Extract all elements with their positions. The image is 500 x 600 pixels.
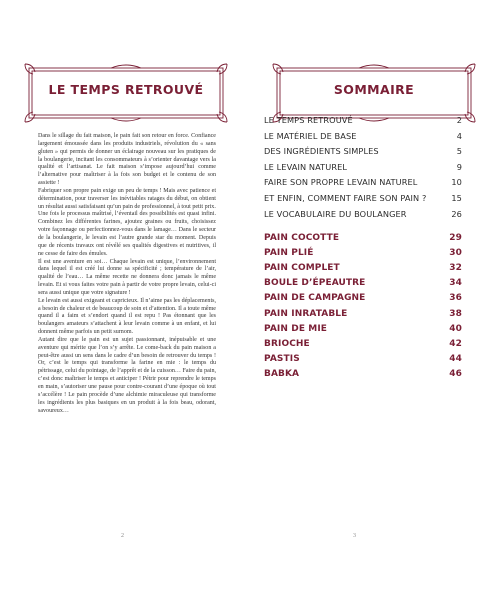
toc-entry-label: BOULE D’ÉPEAUTRE bbox=[264, 278, 366, 289]
toc-entry bbox=[264, 233, 462, 247]
toc-entry bbox=[264, 162, 462, 176]
toc-entry bbox=[264, 293, 462, 307]
toc-entry-label: BABKA bbox=[264, 368, 300, 379]
toc-entry bbox=[264, 324, 462, 338]
toc-entry-page: 26 bbox=[451, 208, 462, 219]
toc-entry-label: LE VOCABULAIRE DU BOULANGER bbox=[264, 208, 407, 219]
toc-entry-page: 32 bbox=[449, 263, 462, 274]
paragraph: Autant dire que le pain est un sujet passionnant, inépuisable et une aventure qui mérite que l’on s’y arrête. Le come-back du pain maison a peut-être aussi un sens dans le cadre d’un besoin de retrouver du temps ! Or, c’est le temps qui transforme la farine en mie : le temps du pétrissage, celui du pointage, de l’apprêt et de la cuisson… Faire du pain, c’est donc maîtriser le temps et anticiper ! Pétrir pour reprendre le temps en main, s’autoriser une pause pour contre-courant d’une époque où tout s’accélère ! Le pain procède d’une alchimie miraculeuse qui transforme les ingrédients les plus basiques en un produit à la fois beau, odorant, savoureux… bbox=[38, 336, 216, 414]
toc-entry-label: LE MATÉRIEL DE BASE bbox=[264, 130, 357, 141]
toc-entry bbox=[264, 146, 462, 160]
toc-entry bbox=[264, 248, 462, 262]
paragraph: Une fois le processus maîtrisé, l’éventail des possibilités est quasi infini. Combinez les différentes farines, ajoutez graines ou fruits, choisissez votre façonnage ou perfectionnez-vous dans le lamage… Dans le secteur de la boulangerie, le levain est l’autre grande star du moment. Depuis que de récents travaux ont révélé ses qualités digestives et nutritives, il ne cesse de faire des émules. bbox=[38, 211, 216, 257]
right-page bbox=[250, 0, 500, 600]
toc-entry-label: ET ENFIN, COMMENT FAIRE SON PAIN ? bbox=[264, 193, 427, 203]
toc-entry bbox=[264, 193, 462, 207]
toc-entry bbox=[264, 339, 462, 353]
intro-text bbox=[38, 133, 216, 415]
toc-entry-page: 42 bbox=[449, 338, 462, 349]
toc-entry bbox=[264, 369, 462, 383]
paragraph: Il est une aventure en soi… Chaque levain est unique, l’environnement dans lequel il est créé lui donne sa spécificité ; température de l’air, qualité de l’eau… La même recette ne donnera donc jamais le même levain. Et si vous faites votre pain à partir de votre propre levain, celui-ci sera aussi unique que votre signature ! bbox=[38, 258, 216, 296]
toc-entry-page: 38 bbox=[449, 308, 462, 319]
page-title: LE TEMPS RETROUVÉ bbox=[48, 82, 204, 97]
toc-entry bbox=[264, 177, 462, 191]
toc-entry-label: DES INGRÉDIENTS SIMPLES bbox=[264, 146, 379, 157]
toc-entry-page: 30 bbox=[449, 248, 462, 259]
page-title: SOMMAIRE bbox=[333, 82, 415, 97]
paragraph: Le levain est aussi exigeant et capricieux. Il n’aime pas les déplacements, a besoin de chaleur et de beaucoup de soin et d’attention. Il a toute même quand il a faim et s’endort quand il est repu ! Pas étonnant que les boulangers amateurs s’attachent à leur levain comme à un enfant, et lui donnent même parfois un petit surnom. bbox=[38, 297, 216, 336]
toc-entry-page: 10 bbox=[451, 177, 462, 188]
toc-entry bbox=[264, 115, 462, 129]
toc-entry-page: 40 bbox=[449, 323, 462, 334]
toc-entry-page: 36 bbox=[449, 293, 462, 304]
toc-entry-label: LE LEVAIN NATUREL bbox=[264, 161, 348, 172]
toc-entry-label: PAIN PLIÉ bbox=[264, 248, 314, 259]
toc-entry bbox=[264, 209, 462, 223]
toc-entry-label: PAIN DE CAMPAGNE bbox=[264, 293, 366, 304]
toc-entry-label: BRIOCHE bbox=[264, 338, 310, 349]
paragraph: Fabriquer son propre pain exige un peu de temps ! Mais avec patience et détermination, pour traverser les inévitables ratages du début, on obtient un résultat aussi satisfaisant qu’un pain de professionnel, à tout petit prix. bbox=[38, 187, 216, 210]
toc-entry-page: 9 bbox=[456, 161, 462, 172]
toc-entry bbox=[264, 263, 462, 277]
toc-entry-label: PAIN COMPLET bbox=[264, 263, 340, 274]
toc-entry bbox=[264, 354, 462, 368]
toc-entry bbox=[264, 309, 462, 323]
toc-entry-label: PAIN INRATABLE bbox=[264, 308, 348, 319]
toc-entry-page: 44 bbox=[449, 353, 462, 364]
toc-entry-label: PAIN DE MIE bbox=[264, 323, 328, 334]
page-number: 3 bbox=[353, 533, 356, 539]
toc-entry-page: 46 bbox=[449, 368, 462, 379]
toc-entry-page: 29 bbox=[449, 233, 462, 243]
toc-entry-page: 2 bbox=[456, 115, 462, 125]
toc-entry-label: FAIRE SON PROPRE LEVAIN NATUREL bbox=[264, 177, 418, 188]
title-frame bbox=[23, 62, 229, 124]
toc-entry-page: 5 bbox=[456, 146, 462, 157]
toc-entry bbox=[264, 278, 462, 292]
page-number: 2 bbox=[121, 533, 124, 539]
toc-entry-label: PASTIS bbox=[264, 353, 300, 364]
paragraph: Dans le sillage du fait maison, le pain fait son retour en force. Confiance largement émoussée dans les produits industriels, révolution du « sans gluten » qui permis de donner un éclairage nouveau sur les pratiques de la boulangerie, incitant les consommateurs à s’orienter davantage vers la qualité et l’artisanat. Le fait maison s’impose aujourd’hui comme l’alternative pour maîtriser à la fois son budget et le contenu de son assiette ! bbox=[38, 133, 216, 187]
toc-entry-page: 34 bbox=[449, 278, 462, 289]
toc-entry-label: PAIN COCOTTE bbox=[264, 233, 340, 243]
toc-entry bbox=[264, 131, 462, 145]
toc-entry-page: 4 bbox=[456, 130, 462, 141]
toc-entry-page: 15 bbox=[451, 193, 462, 203]
toc-entry-label: LE TEMPS RETROUVÉ bbox=[264, 115, 353, 125]
